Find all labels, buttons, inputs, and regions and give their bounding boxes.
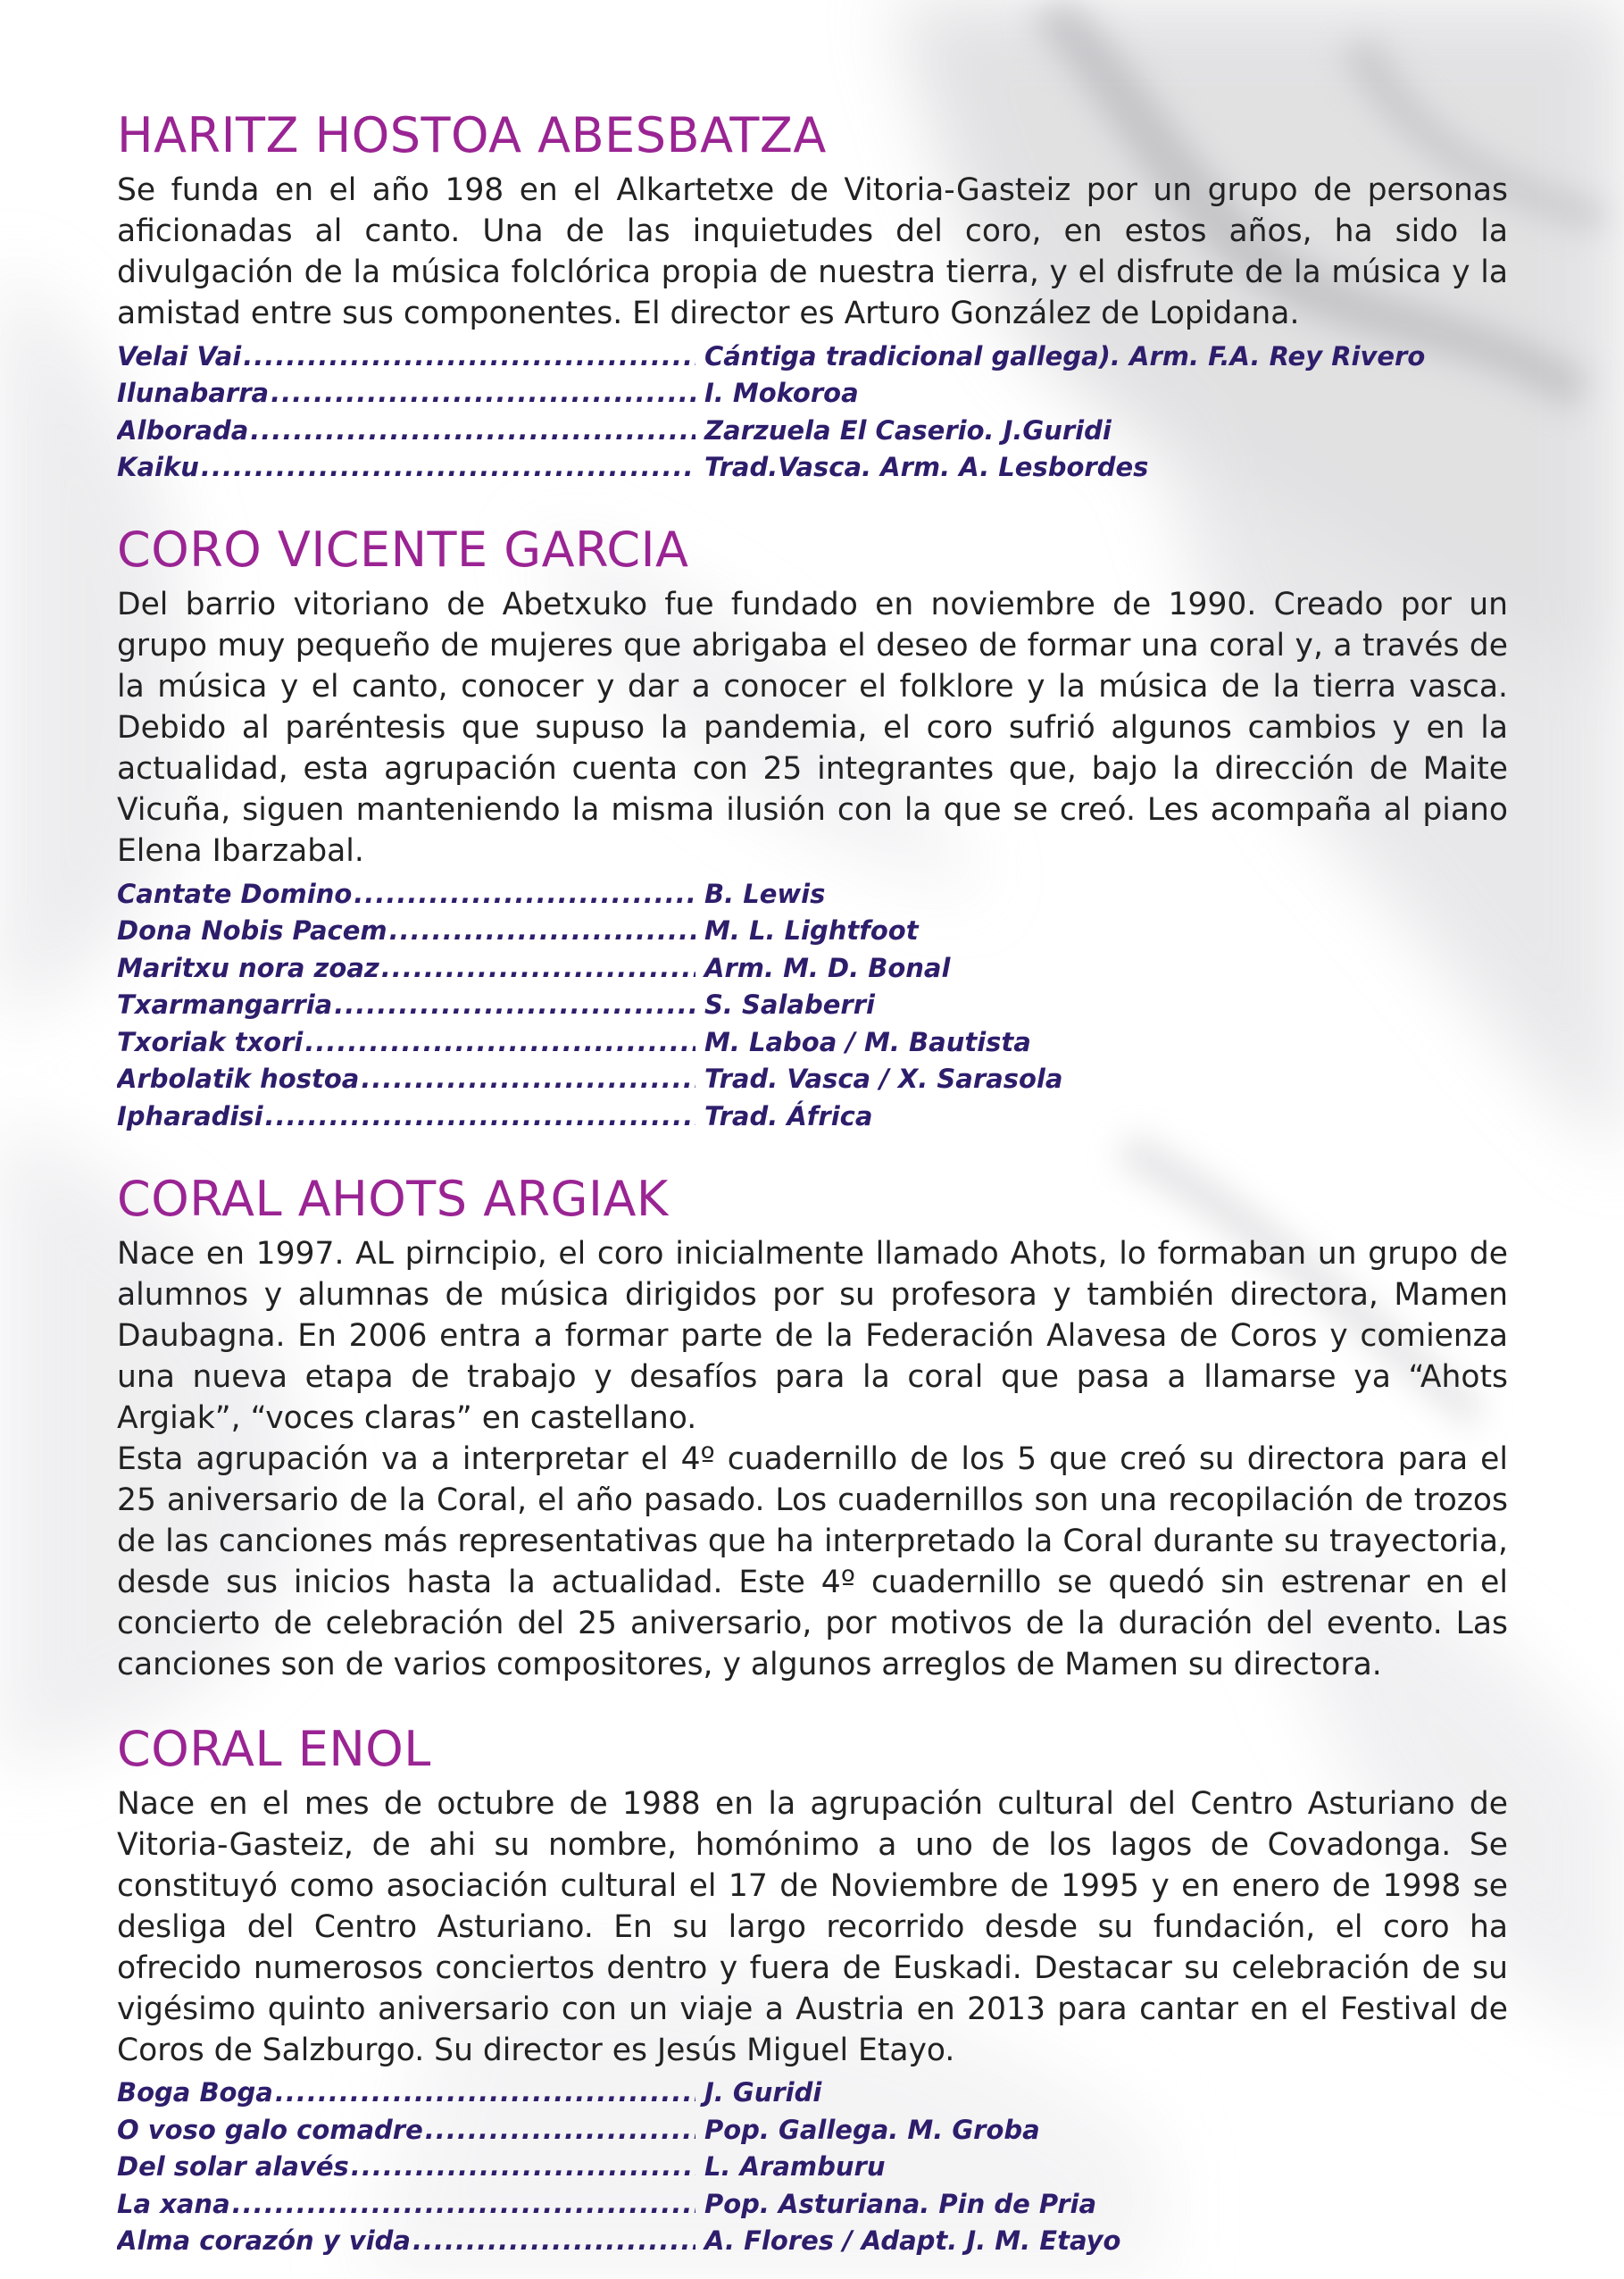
- song-title: Txarmangarria: [117, 989, 333, 1021]
- program-item-left: [117, 2189, 697, 2219]
- program-item-left: [117, 1101, 697, 1131]
- program-item-left: [117, 1027, 697, 1057]
- song-title: Boga Boga: [117, 2077, 273, 2108]
- description-paragraph: Nace en el mes de octubre de 1988 en la agrupación cultural del Centro Asturiano de Vitoria-Gasteiz, de ahi su nombre, homónimo a uno de los lagos de Covadonga. Se constituyó como asociación cultural el 17 de Noviembre de 1995 y en enero de 1998 se desliga del Centro Asturiano. En su largo recorrido desde su fundación, el coro ha ofrecido numerosos conciertos dentro y fuera de Euskadi. Destacar su celebración de su vigésimo quinto aniversario con un viaje a Austria en 2013 para cantar en el Festival de Coros de Salzburgo. Su director es Jesús Miguel Etayo.: [117, 1785, 1508, 2068]
- song-author: Trad. África: [704, 1100, 873, 1131]
- program-item: [117, 338, 1508, 375]
- description-paragraph: Del barrio vitoriano de Abetxuko fue fundado en noviembre de 1990. Creado por un grupo muy pequeño de mujeres que abrigaba el deseo de formar una coral y, a través de la música y el canto, conocer y dar a conocer el folklore y la música de la tierra vasca. Debido al paréntesis que supuso la pandemia, el coro sufrió algunos cambios y en la actualidad, esta agrupación cuenta con 25 integrantes que, bajo la dirección de Maite Vicuña, siguen manteniendo la misma ilusión con la que se creó. Les acompaña al piano Elena Ibarzabal.: [117, 587, 1508, 869]
- song-title: O voso galo comadre: [117, 2114, 423, 2145]
- song-title: Alma corazón y vida: [117, 2225, 411, 2257]
- program-item: [117, 987, 1508, 1024]
- choir-description: [117, 584, 1508, 872]
- song-title: Del solar alavés: [117, 2151, 349, 2183]
- program-item: [117, 1023, 1508, 1061]
- dot-leader: [265, 1101, 695, 1131]
- song-author: M. Laboa / M. Bautista: [704, 1026, 1031, 1057]
- choir-section: [117, 1169, 1508, 1685]
- song-title: La xana: [117, 2188, 230, 2219]
- song-author: M. L. Lightfoot: [704, 915, 919, 947]
- dot-leader: [271, 378, 695, 408]
- song-title: Ilunabarra: [117, 378, 270, 409]
- program-item: [117, 2223, 1508, 2260]
- song-title: Kaiku: [117, 452, 199, 483]
- program-item-left: [117, 879, 697, 909]
- description-paragraph: Esta agrupación va a interpretar el 4º cuadernillo de los 5 que creó su directora para el 25 aniversario de la Coral, el año pasado. Los cuadernillos son una recopilación de trozos de las canciones más representativas que ha interpretado la Coral durante su trayectoria, desde sus inicios hasta la actualidad. Este 4º cuadernillo se quedó sin estrenar en el concierto de celebración del 25 aniversario, por motivos de la duración del evento. Las canciones son de varios compositores, y algunos arreglos de Mamen su directora.: [117, 1440, 1508, 1682]
- song-author: Zarzuela El Caserio. J.Guridi: [704, 414, 1112, 446]
- dot-leader: [351, 2151, 695, 2182]
- program-item: [117, 1061, 1508, 1098]
- choir-section: [117, 105, 1508, 486]
- program-item-left: [117, 2151, 697, 2182]
- dot-leader: [243, 341, 695, 371]
- choir-title: HARITZ HOSTOA ABESBATZA: [117, 107, 827, 163]
- choir-description: [117, 1783, 1508, 2071]
- song-title: Velai Vai: [117, 340, 242, 371]
- program-item: [117, 412, 1508, 449]
- description-paragraph: Se funda en el año 198 en el Alkartetxe de Vitoria-Gasteiz por un grupo de personas aficionadas al canto. Una de las inquietudes del coro, en estos años, ha sido la divulgación de la música folclórica propia de nuestra tierra, y el disfrute de la música y la amistad entre sus componentes. El director es Arturo González de Lopidana.: [117, 172, 1508, 331]
- program-item-left: [117, 415, 697, 446]
- choir-title: CORO VICENTE GARCIA: [117, 522, 689, 578]
- dot-leader: [361, 1064, 695, 1094]
- program-item-left: [117, 953, 697, 983]
- dot-leader: [412, 2225, 695, 2256]
- song-author: J. Guridi: [704, 2077, 822, 2108]
- choir-title: CORAL ENOL: [117, 1720, 431, 1777]
- song-author: I. Mokoroa: [704, 378, 859, 409]
- choir-section: [117, 520, 1508, 1135]
- program-item-left: [117, 2077, 697, 2108]
- program-list: [117, 2074, 1508, 2260]
- song-title: Ipharadisi: [117, 1100, 263, 1131]
- song-author: A. Flores / Adapt. J. M. Etayo: [704, 2225, 1121, 2257]
- program-item-left: [117, 989, 697, 1020]
- song-title: Alborada: [117, 414, 249, 446]
- song-title: Maritxu nora zoaz: [117, 952, 379, 983]
- song-title: Txoriak txori: [117, 1026, 304, 1057]
- document-page: [117, 105, 1508, 2259]
- program-list: [117, 875, 1508, 1135]
- program-item: [117, 2111, 1508, 2149]
- song-author: Cántiga tradicional gallega). Arm. F.A. Rey Rivero: [704, 340, 1426, 371]
- dot-leader: [275, 2077, 695, 2108]
- dot-leader: [389, 915, 695, 946]
- program-item: [117, 2185, 1508, 2223]
- program-item-left: [117, 915, 697, 946]
- dot-leader: [304, 1027, 695, 1057]
- dot-leader: [381, 953, 695, 983]
- song-author: L. Aramburu: [704, 2151, 886, 2183]
- program-item-left: [117, 2115, 697, 2145]
- dot-leader: [354, 879, 695, 909]
- choir-title: CORAL AHOTS ARGIAK: [117, 1170, 669, 1227]
- program-item-left: [117, 452, 697, 482]
- choir-section: [117, 1719, 1508, 2260]
- dot-leader: [334, 989, 695, 1020]
- program-item: [117, 2149, 1508, 2186]
- dot-leader: [250, 415, 695, 446]
- program-item-left: [117, 1064, 697, 1094]
- song-author: B. Lewis: [704, 878, 826, 909]
- song-author: Pop. Asturiana. Pin de Pria: [704, 2188, 1097, 2219]
- dot-leader: [232, 2189, 695, 2219]
- program-item: [117, 875, 1508, 913]
- program-item-left: [117, 378, 697, 408]
- program-item: [117, 375, 1508, 413]
- song-title: Dona Nobis Pacem: [117, 915, 387, 947]
- choir-description: [117, 170, 1508, 334]
- description-paragraph: Nace en 1997. AL pirncipio, el coro inicialmente llamado Ahots, lo formaban un grupo de alumnos y alumnas de música dirigidos por su profesora y también directora, Mamen Daubagna. En 2006 entra a formar parte de la Federación Alavesa de Coros y comienza una nueva etapa de trabajo y desafíos para la coral que pasa a llamarse ya “Ahots Argiak”, “voces claras” en castellano.: [117, 1235, 1508, 1436]
- dot-leader: [201, 452, 695, 482]
- song-title: Cantate Domino: [117, 878, 353, 909]
- program-item: [117, 2074, 1508, 2112]
- song-title: Arbolatik hostoa: [117, 1064, 360, 1095]
- song-author: Pop. Gallega. M. Groba: [704, 2114, 1040, 2145]
- song-author: Trad. Vasca / X. Sarasola: [704, 1064, 1063, 1095]
- song-author: Arm. M. D. Bonal: [704, 952, 951, 983]
- program-item: [117, 913, 1508, 950]
- program-item: [117, 949, 1508, 987]
- song-author: Trad.Vasca. Arm. A. Lesbordes: [704, 452, 1149, 483]
- dot-leader: [425, 2115, 695, 2145]
- program-item-left: [117, 341, 697, 371]
- program-list: [117, 338, 1508, 486]
- choir-description: [117, 1233, 1508, 1685]
- program-item-left: [117, 2225, 697, 2256]
- program-item: [117, 1098, 1508, 1135]
- song-author: S. Salaberri: [704, 989, 875, 1021]
- program-item: [117, 449, 1508, 487]
